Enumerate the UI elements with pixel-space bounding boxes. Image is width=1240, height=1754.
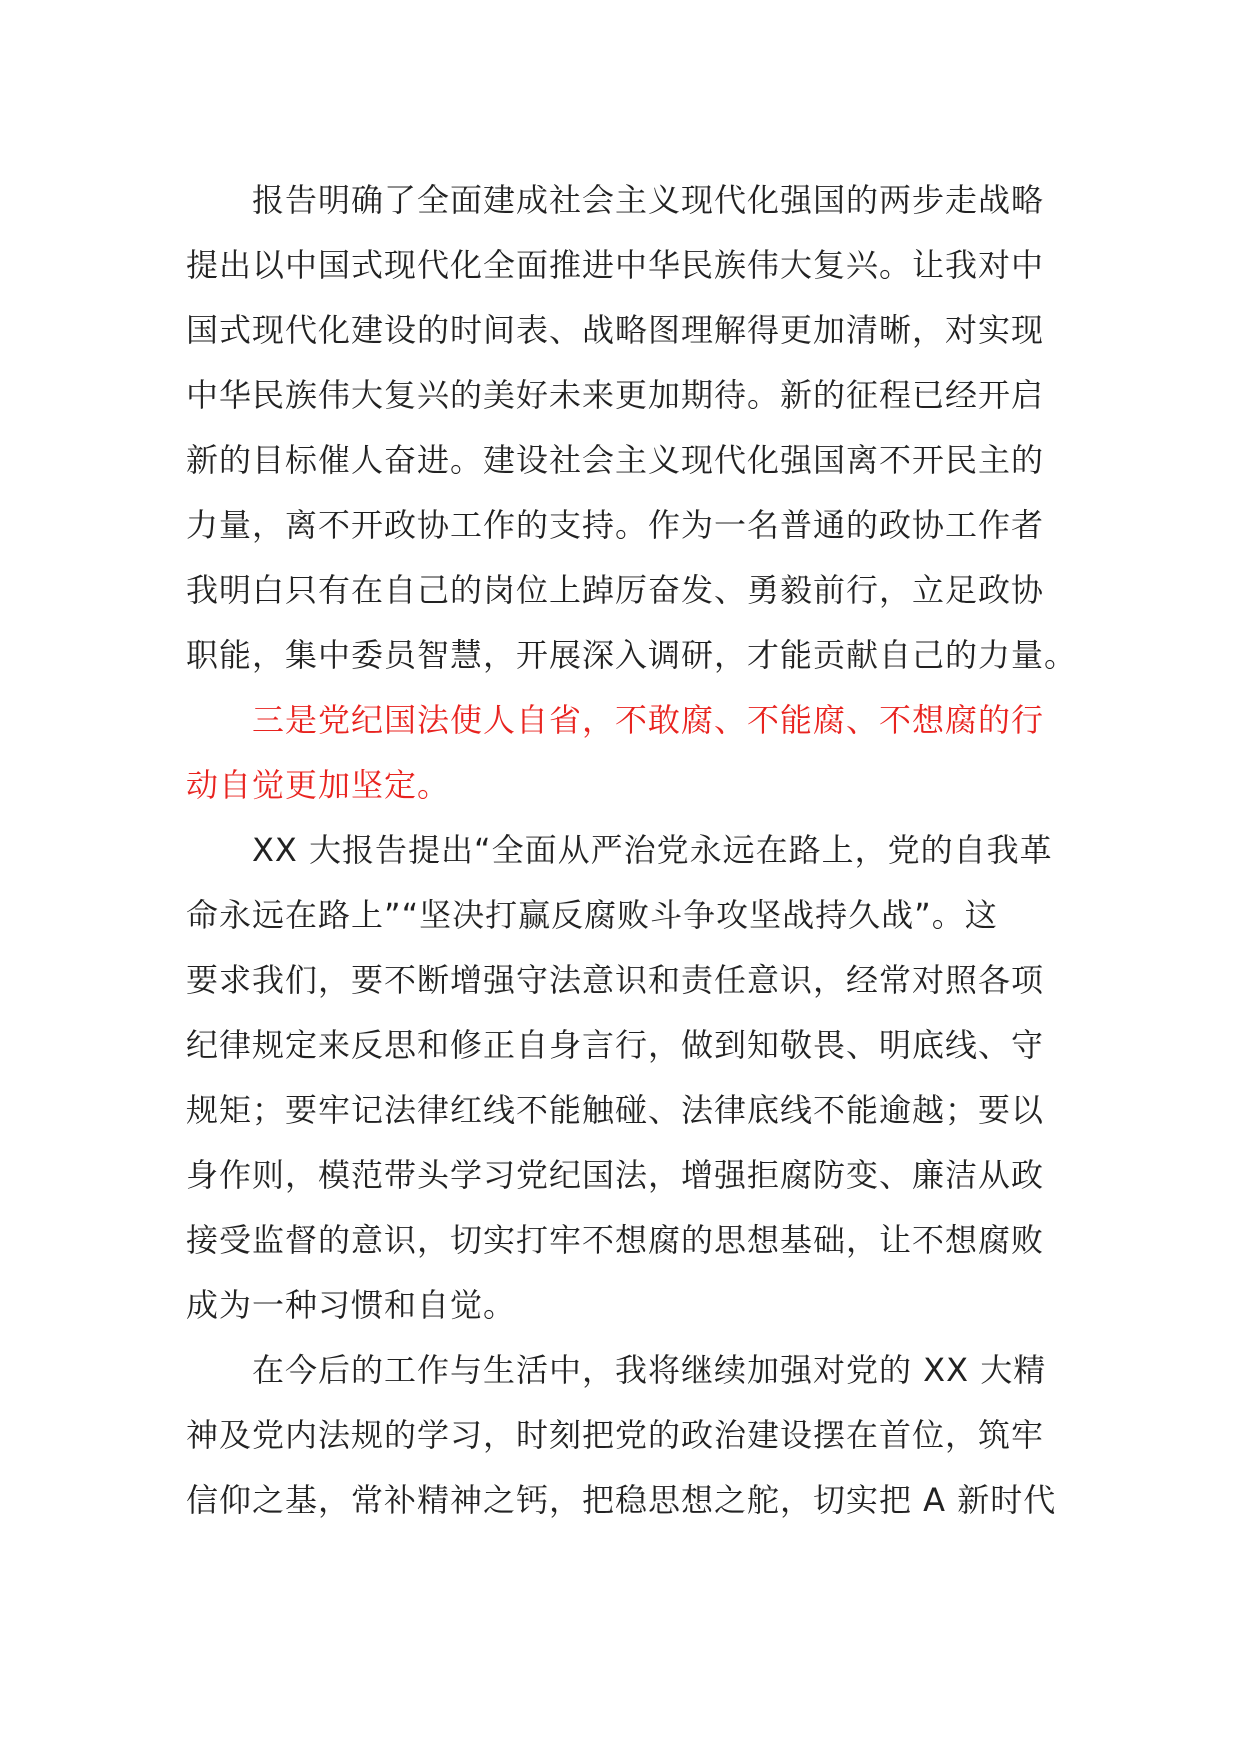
section-heading-three — [186, 688, 1054, 818]
text-line: 身作则，模范带头学习党纪国法，增强拒腐防变、廉洁从政 — [186, 1156, 1045, 1194]
text-line: 力量，离不开政协工作的支持。作为一名普通的政协工作者 — [186, 506, 1045, 544]
document-page — [186, 168, 1078, 1533]
text-line: 国式现代化建设的时间表、战略图理解得更加清晰，对实现 — [186, 311, 1045, 349]
text-line: 规矩；要牢记法律红线不能触碰、法律底线不能逾越；要以 — [186, 1091, 1045, 1129]
paragraph-report-strategy — [186, 168, 1078, 688]
text-line: 纪律规定来反思和修正自身言行，做到知敬畏、明底线、守 — [186, 1026, 1045, 1064]
text-line: 在今后的工作与生活中，我将继续加强对党的 XX 大精 — [252, 1351, 1047, 1389]
text-line: XX 大报告提出“全面从严治党永远在路上，党的自我革 — [252, 831, 1053, 869]
text-line: 提出以中国式现代化全面推进中华民族伟大复兴。让我对中 — [186, 246, 1045, 284]
text-line: 新的目标催人奋进。建设社会主义现代化强国离不开民主的 — [186, 441, 1045, 479]
text-line: 报告明确了全面建成社会主义现代化强国的两步走战略 — [252, 181, 1045, 219]
text-line: 接受监督的意识，切实打牢不想腐的思想基础，让不想腐败 — [186, 1221, 1045, 1259]
heading-line: 三是党纪国法使人自省，不敢腐、不能腐、不想腐的行 — [252, 701, 1045, 739]
text-line: 成为一种习惯和自觉。 — [186, 1286, 517, 1324]
text-line: 神及党内法规的学习，时刻把党的政治建设摆在首位，筑牢 — [186, 1416, 1045, 1454]
text-line: 中华民族伟大复兴的美好未来更加期待。新的征程已经开启 — [186, 376, 1045, 414]
text-line: 职能，集中委员智慧，开展深入调研，才能贡献自己的力量。 — [186, 636, 1078, 674]
text-line: 信仰之基，常补精神之钙，把稳思想之舵，切实把 A 新时代 — [186, 1481, 1057, 1519]
heading-line: 动自觉更加坚定。 — [186, 766, 451, 804]
text-line: 命永远在路上”“坚决打赢反腐败斗争攻坚战持久战”。这 — [186, 896, 998, 934]
text-line: 我明白只有在自己的岗位上踔厉奋发、勇毅前行，立足政协 — [186, 571, 1045, 609]
paragraph-future-work — [186, 1338, 1057, 1533]
paragraph-party-discipline — [186, 818, 1054, 1338]
text-line: 要求我们，要不断增强守法意识和责任意识，经常对照各项 — [186, 961, 1045, 999]
